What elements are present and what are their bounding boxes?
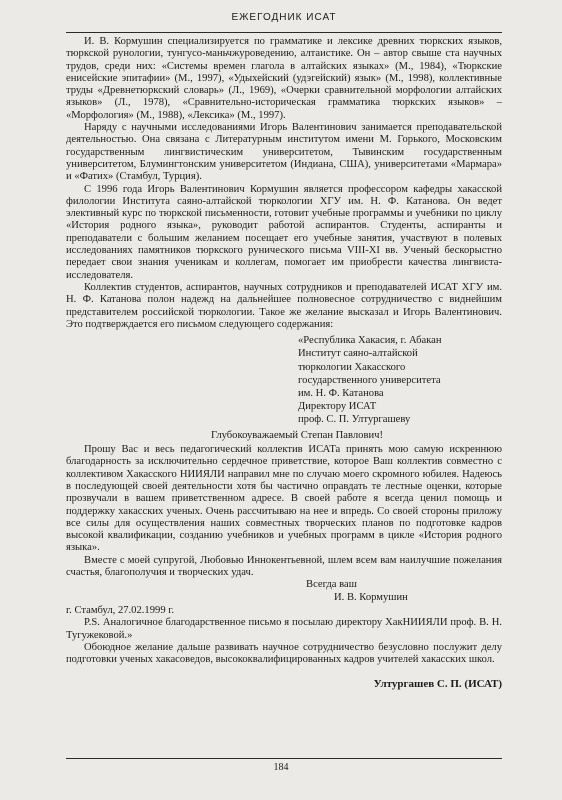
letter-closing: Всегда ваш bbox=[306, 579, 357, 591]
address-line: им. Н. Ф. Катанова bbox=[298, 387, 384, 399]
page-number: 184 bbox=[273, 762, 289, 773]
paragraph-bio: И. В. Кормушин специализируется по грамматике и лексике древних тюркских языков, тюркской рунологии, тунгусо-маньчжуроведению, алтаистике. Он – автор свыше ста научных трудов, среди них: «Системы времен глагола в алтайских языках» (М., 1984), «Тюркские енисейские эпитафии» (М., 1997), «Удыхейский (удэгейский) язык» (М., 1998), коллективные труды «Древнетюркский словарь» (Л., 1969), «Очерки сравнительной морфологии алтайских языков» (Л., 1978), «Сравнительно-историческая грамматика тюркских языков» – «Морфология» (М., 1988), «Лексика» (М., 1997). bbox=[66, 36, 502, 121]
letter-address-block bbox=[298, 334, 502, 426]
letter-paragraph-thanks: Прошу Вас и весь педагогический коллектив ИСАТа принять мою самую искреннюю благодарность за исключительно сердечное приветствие, которое Ваш коллектив совместно с коллективом Хакасского НИИЯЛИ направил мне по случаю моего скромного юбилея. Надеюсь в последующей своей деятельности хотя бы частично оправдать те лестные оценки, которые прозвучали в вашем приветственном адресе. В своей работе я всегда ценил помощь и поддержку хакасских ученых. Очень рассчитываю на нее и впредь. Со своей стороны приложу все силы для осуществления наших совместных творческих планов по подготовке кадров высокой квалификации, созданию учебников и учебных программ в цикле «История родного языка». bbox=[66, 444, 502, 554]
address-line: тюркологии Хакасского bbox=[298, 361, 406, 373]
letter-date: г. Стамбул, 27.02.1999 г. bbox=[66, 604, 175, 616]
letter-signature: И. В. Кормушин bbox=[334, 591, 408, 603]
article-author: Ултургашев С. П. (ИСАТ) bbox=[373, 678, 502, 691]
paragraph-conclusion: Обоюдное желание дальше развивать научное сотрудничество безусловно послужит делу подготовки ученых хакасоведов, высококвалифицированных кадров учителей хакасских школ. bbox=[66, 641, 502, 666]
footer-rule bbox=[66, 758, 502, 759]
address-line: государственного университета bbox=[298, 374, 441, 386]
letter-postscript: P.S. Аналогичное благодарственное письмо я посылаю директору ХакНИИЯЛИ проф. В. Н. Тугужековой.» bbox=[66, 617, 502, 641]
paragraph-professorship: С 1996 года Игорь Валентинович Кормушин является профессором кафедры хакасской филологии Института саяно-алтайской тюркологии ХГУ им. Н. Ф. Катанова. Он ведет элективный курс по тюркской письменности, готовит учебные программы и учебники по циклу «История родного языка», руководит работой аспирантов. Студенты, аспиранты и преподаватели с большим желанием посещает его учебные занятия, участвуют в полевых исследованиях памятников тюркского рунического письма VIII-XI вв. Ученый бескорыстно передает свои знания ученикам и коллегам, помогает им приобрести качества лингвиста-исследователя. bbox=[66, 183, 502, 281]
address-line: проф. С. П. Ултургашеву bbox=[298, 414, 411, 426]
paragraph-collective: Коллектив студентов, аспирантов, научных сотрудников и преподавателей ИСАТ ХГУ им. Н. Ф. Катанова полон надежд на дальнейшее полновесное сотрудничество с виднейшим представителем российской тюркологии. Такое же желание высказал и Игорь Валентинович. Это подтверждается его письмом следующего содержания: bbox=[66, 281, 502, 330]
letter-salutation: Глубокоуважаемый Степан Павлович! bbox=[211, 429, 383, 441]
letter-paragraph-wishes: Вместе с моей супругой, Любовью Иннокентьевной, шлем всем вам наилучшие пожелания счастья, благополучия и творческих удач. bbox=[66, 554, 502, 579]
address-line: Институт саяно-алтайской bbox=[298, 348, 418, 360]
address-line: Директору ИСАТ bbox=[298, 401, 377, 413]
header-rule bbox=[66, 32, 502, 33]
address-line: «Республика Хакасия, г. Абакан bbox=[298, 335, 442, 347]
paragraph-teaching: Наряду с научными исследованиями Игорь Валентинович занимается преподавательской деятельностью. Она связана с Литературным институтом имени М. Горького, Московским государственным лингвистическим университетом, Тывинским государственным университетом, Блумингтонским университетом (Индиана, США), университетами «Мармара» и «Фатих» (Стамбул, Турция). bbox=[66, 122, 502, 183]
running-title: ЕЖЕГОДНИК ИСАТ bbox=[231, 12, 337, 23]
